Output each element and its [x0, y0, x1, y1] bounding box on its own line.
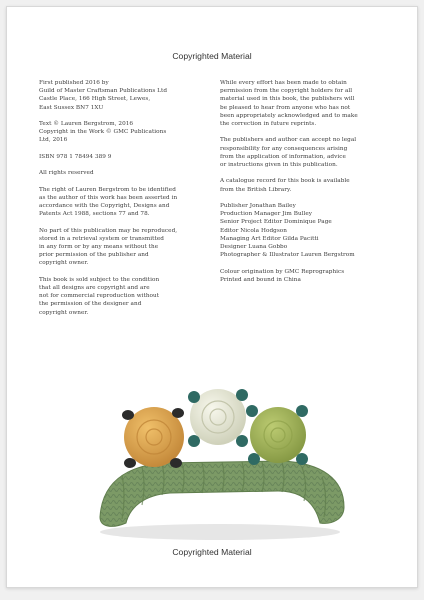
text-line: The publishers and author can accept no legal — [220, 137, 357, 144]
text-line: Photographer & Illustrator Lauren Bergstrom — [220, 252, 355, 259]
text-line: Guild of Master Craftsman Publications Ltd — [39, 88, 168, 95]
text-line: Copyright in the Work © GMC Publications — [39, 129, 167, 136]
copyright-banner-bottom: Copyrighted Material — [172, 547, 252, 557]
amigurumi-illustration — [82, 367, 352, 547]
text-line: Patents Act 1988, sections 77 and 78. — [39, 211, 150, 218]
text-line: Publisher Jonathan Bailey — [220, 203, 296, 209]
text-line: Colour origination by GMC Reprographics — [220, 268, 345, 275]
text-line: been appropriately acknowledged and to make — [220, 112, 358, 119]
crochet-log — [100, 461, 344, 526]
text-line: Castle Place, 166 High Street, Lewes, — [39, 96, 151, 103]
text-line: copyright owner. — [39, 260, 89, 267]
text-line: A catalogue record for this book is available — [220, 178, 350, 185]
paragraph — [220, 136, 392, 169]
paragraph — [39, 153, 207, 161]
paragraph — [39, 169, 207, 177]
text-line: ISBN 978 1 78494 389 9 — [39, 153, 112, 160]
text-line: the correction in future reprints. — [220, 121, 317, 128]
paragraph — [220, 79, 392, 128]
paragraph — [39, 120, 207, 145]
paragraph — [220, 177, 392, 193]
paragraph — [39, 79, 207, 112]
text-line: Ltd, 2016 — [39, 137, 68, 144]
green-ball — [246, 405, 308, 465]
text-line: No part of this publication may be reproduced, — [39, 227, 178, 234]
text-line: Text © Lauren Bergstrom, 2016 — [39, 121, 134, 127]
paragraph — [220, 268, 392, 284]
crochet-amigurumi-icon — [82, 367, 352, 547]
text-line: prior permission of the publisher and — [39, 252, 149, 259]
text-line: While every effort has been made to obtain — [220, 80, 347, 86]
text-line: be pleased to hear from anyone who has not — [220, 104, 351, 111]
text-line: material used in this book, the publishers will — [220, 96, 355, 103]
orange-ball — [122, 407, 184, 468]
text-line: Editor Nicola Hodgson — [220, 227, 287, 234]
white-ball — [188, 389, 248, 447]
text-line: Printed and bound in China — [220, 276, 301, 283]
paragraph — [39, 276, 207, 317]
text-line: in any form or by any means without the — [39, 243, 159, 250]
paragraph — [220, 202, 392, 259]
text-line: copyright owner. — [39, 309, 89, 316]
text-line: not for commercial reproduction without — [39, 293, 160, 300]
text-line: accordance with the Copyright, Designs and — [39, 202, 170, 209]
shadow — [100, 524, 340, 540]
text-line: permission from the copyright holders for all — [220, 88, 353, 95]
text-line: Managing Art Editor Gilda Pacitti — [220, 235, 319, 242]
paragraph — [39, 186, 207, 219]
paragraph — [39, 227, 207, 268]
text-line: Designer Luana Gobbo — [220, 244, 288, 251]
text-line: that all designs are copyright and are — [39, 284, 150, 291]
text-line: stored in a retrieval system or transmitted — [39, 235, 164, 242]
text-line: All rights reserved — [39, 170, 94, 177]
book-page — [6, 6, 418, 588]
text-line: the permission of the designer and — [39, 301, 142, 308]
text-line: Senior Project Editor Dominique Page — [220, 219, 332, 226]
text-line: from the British Library. — [220, 186, 292, 193]
text-line: or instructions given in this publication. — [220, 162, 338, 169]
copyright-banner-top: Copyrighted Material — [172, 51, 252, 61]
text-line: from the application of information, advice — [220, 153, 346, 160]
text-line: This book is sold subject to the condition — [39, 276, 160, 283]
text-line: First published 2016 by — [39, 80, 109, 86]
text-line: East Sussex BN7 1XU — [39, 104, 104, 111]
text-line: as the author of this work has been asserted in — [39, 194, 178, 201]
text-line: Production Manager Jim Bulley — [220, 211, 313, 218]
right-text-column — [220, 79, 392, 292]
left-text-column — [39, 79, 207, 325]
text-line: The right of Lauren Bergstrom to be identified — [39, 186, 176, 193]
text-line: responsibility for any consequences arising — [220, 145, 348, 152]
